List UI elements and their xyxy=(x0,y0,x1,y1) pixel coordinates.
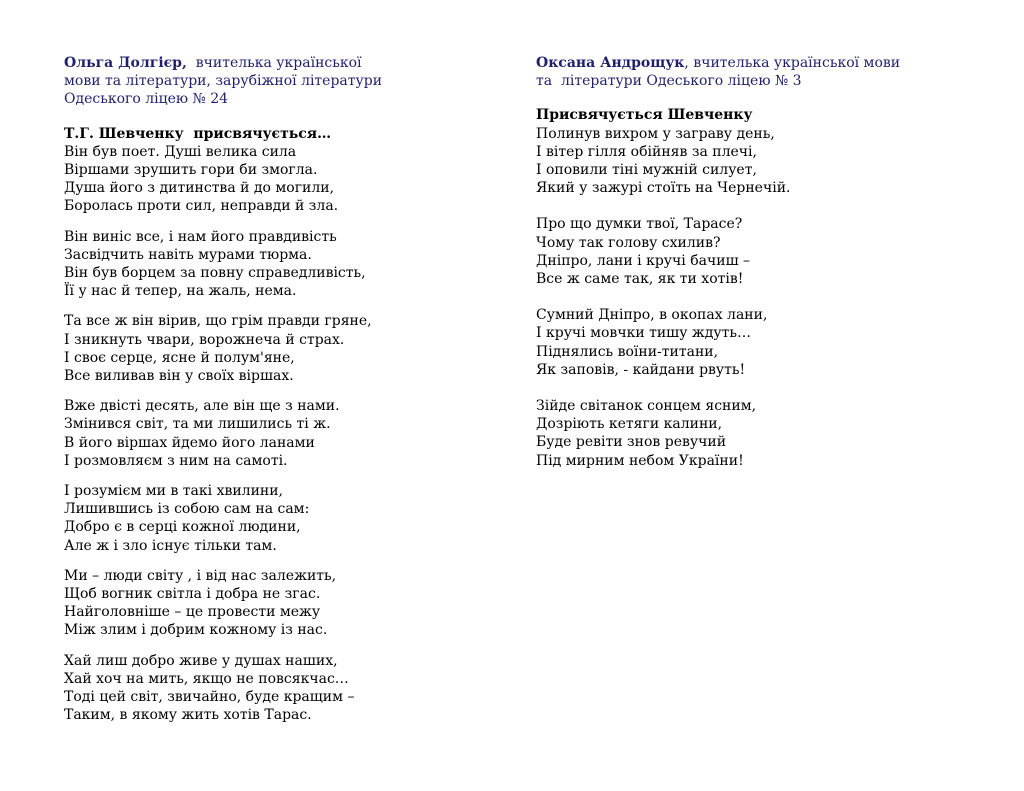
poem-line: Про що думки твої, Тарасе? xyxy=(536,216,743,233)
right-author-line-1 xyxy=(536,54,956,72)
poem-line: Дозріють кетяги калини, xyxy=(536,416,723,433)
poem-line: Він був поет. Душі велика сила xyxy=(64,143,297,160)
poem-line: Щоб вогник світла і добра не згас. xyxy=(64,586,321,603)
poem-line: Під мирним небом України! xyxy=(536,452,744,469)
left-stanza xyxy=(64,397,464,470)
left-author-block xyxy=(64,54,464,109)
left-stanza xyxy=(64,652,464,725)
poem-line: І вітер гілля обійняв за плечі, xyxy=(536,143,757,160)
left-stanza xyxy=(64,228,464,301)
poem-line: Буде ревіти знов ревучий xyxy=(536,434,727,451)
right-author-name: Оксана Андрощук xyxy=(536,55,685,71)
poem-line: Піднялись воїни-титани, xyxy=(536,343,719,360)
right-author-block xyxy=(536,54,956,90)
poem-line: Тоді цей світ, звичайно, буде кращим – xyxy=(64,689,355,706)
poem-line: Все ж саме так, як ти хотів! xyxy=(536,271,744,288)
poem-line: Її у нас й тепер, на жаль, нема. xyxy=(64,283,297,300)
poem-line: Ми – люди світу , і від нас залежить, xyxy=(64,567,337,584)
poem-line: Хай лиш добро живе у душах наших, xyxy=(64,652,338,669)
poem-line: І своє серце, ясне й полум'яне, xyxy=(64,349,295,366)
left-stanza xyxy=(64,312,464,385)
poem-line: Вже двісті десять, але він ще з нами. xyxy=(64,398,340,415)
left-author-line-1 xyxy=(64,54,464,72)
left-author-name: Ольга Долгієр, xyxy=(64,55,187,71)
poem-line: Лишившись із собою сам на сам: xyxy=(64,501,310,518)
poem-line: Який у зажурі стоїть на Чернечій. xyxy=(536,180,791,197)
right-stanza xyxy=(536,306,956,379)
poem-line: В його віршах йдемо його ланами xyxy=(64,434,315,451)
poem-line: І розумієм ми в такі хвилини, xyxy=(64,483,284,500)
poem-line: Дніпро, лани і кручі бачиш – xyxy=(536,252,751,269)
poem-line: Він виніс все, і нам його правдивість xyxy=(64,228,337,245)
right-stanza xyxy=(536,215,956,288)
poem-line: І розмовляєм з ним на самоті. xyxy=(64,452,288,469)
poem-line: Найголовніше – це провести межу xyxy=(64,604,321,621)
right-author-role-2: та літератури Одеського ліцею № 3 xyxy=(536,73,802,90)
left-stanza xyxy=(64,482,464,555)
poem-line: Таким, в якому жить хотів Тарас. xyxy=(64,707,312,724)
poem-line: Боролась проти сил, неправди й зла. xyxy=(64,198,339,215)
poem-line: Між злим і добрим кожному із нас. xyxy=(64,622,328,639)
poem-line: Зійде світанок сонцем ясним, xyxy=(536,398,757,415)
poem-line: Та все ж він вірив, що грім правди гряне, xyxy=(64,313,372,330)
poem-line: Засвідчить навіть мурами тюрма. xyxy=(64,246,312,263)
left-stanza xyxy=(64,143,464,216)
right-stanza xyxy=(536,125,956,198)
poem-line: Хай хоч на мить, якщо не повсякчас… xyxy=(64,670,349,687)
left-author-role-1: вчителька української xyxy=(186,55,362,71)
poem-line: Сумний Дніпро, в окопах лани, xyxy=(536,307,768,324)
left-poem-title: Т.Г. Шевченку присвячується… xyxy=(64,125,332,142)
left-author-role-2: мови та літератури, зарубіжної літератури xyxy=(64,73,383,90)
poem-line: Душа його з дитинства й до могили, xyxy=(64,180,335,197)
poem-line: Змінився світ, та ми лишились ті ж. xyxy=(64,416,331,433)
poem-line: Чому так голову схилив? xyxy=(536,234,721,251)
left-author-role-3: Одеського ліцею № 24 xyxy=(64,91,229,108)
right-stanza xyxy=(536,397,956,470)
left-poem-column xyxy=(64,54,464,737)
right-author-role-1: , вчителька української мови xyxy=(684,55,901,71)
poem-line: Віршами зрушить гори би змогла. xyxy=(64,162,318,179)
poem-line: І зникнуть чвари, ворожнеча й страх. xyxy=(64,331,345,348)
poem-line: Він був борцем за повну справедливість, xyxy=(64,265,366,282)
poem-line: Добро є в серці кожної людини, xyxy=(64,519,301,536)
poem-line: Все виливав він у своїх віршах. xyxy=(64,368,294,385)
poem-line: Полинув вихром у заграву день, xyxy=(536,125,775,142)
poem-line: Але ж і зло існує тільки там. xyxy=(64,537,277,554)
right-poem-column xyxy=(536,54,956,488)
left-stanza xyxy=(64,567,464,640)
poem-line: І оповили тіні мужній силует, xyxy=(536,162,757,179)
right-poem-title: Присвячується Шевченку xyxy=(536,107,753,124)
poem-line: І кручі мовчки тишу ждуть… xyxy=(536,325,751,342)
poem-line: Як заповів, - кайдани рвуть! xyxy=(536,361,746,378)
